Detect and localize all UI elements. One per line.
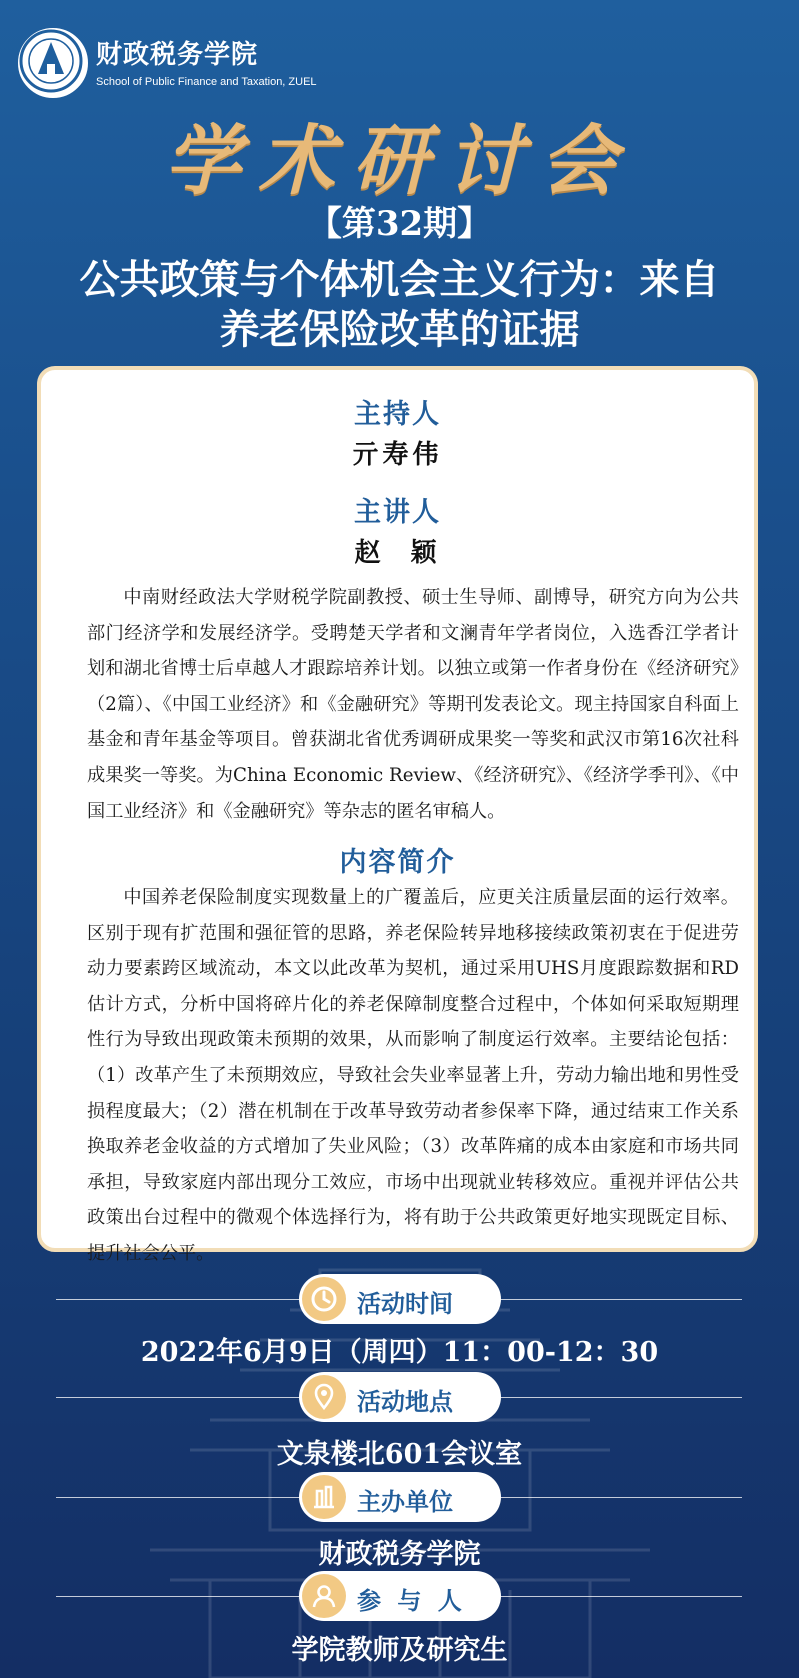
organizer-pill <box>299 1472 501 1522</box>
participants-value: 学院教师及研究生 <box>291 1635 508 1666</box>
issue-number: 【第32期】 <box>307 204 492 244</box>
place-label: 活动地点 <box>357 1387 453 1416</box>
participants-label: 参 与 人 <box>357 1586 466 1615</box>
participants-pill <box>299 1571 501 1621</box>
organizer-label: 主办单位 <box>357 1487 453 1516</box>
event-title: 学术研讨会 <box>164 116 635 205</box>
host-name: 亓寿伟 <box>352 440 443 470</box>
place-pill <box>299 1372 501 1422</box>
organizer-value: 财政税务学院 <box>318 1539 481 1570</box>
lecture-topic-line-1: 公共政策与个体机会主义行为：来自 <box>79 256 720 303</box>
place-value: 文泉楼北601会议室 <box>276 1439 523 1470</box>
time-label: 活动时间 <box>357 1289 453 1318</box>
school-name-en: School of Public Finance and Taxation, ZUEL <box>96 76 317 88</box>
lecture-topic <box>30 255 769 355</box>
school-name-cn: 财政税务学院 <box>96 40 259 70</box>
clock-icon <box>302 1277 346 1321</box>
content-card <box>37 366 758 1264</box>
lecture-topic-line-2: 养老保险改革的证据 <box>219 306 580 353</box>
building-icon <box>302 1475 346 1519</box>
school-logo <box>18 28 88 98</box>
person-icon <box>302 1574 346 1618</box>
abstract-heading: 内容简介 <box>339 847 456 878</box>
abstract-text: 中国养老保险制度实现数量上的广覆盖后，应更关注质量层面的运行效率。区别于现有扩范围和强征管的思路，养老保险转异地移接续政策初衷在于促进劳动力要素跨区域流动，本文以此改革为契机，通过采用UHS月度跟踪数据和RD估计方式，分析中国将碎片化的养老保障制度整合过程中，个体如何采取短期理性行为导致出现政策未预期的效果，从而影响了制度运行效率。主要结论包括：（1）改革产生了未预期效应，导致社会失业率显著上升，劳动力输出地和男性受损程度最大；（2）潜在机制在于改革导致劳动者参保率下降，通过结束工作关系换取养老金收益的方式增加了失业风险；（3）改革阵痛的成本由家庭和市场共同承担，导致家庭内部出现分工效应，市场中出现就业转移效应。重视并评估公共政策出台过程中的微观个体选择行为，将有助于公共政策更好地实现既定目标、提升社会公平。 <box>87 887 739 1264</box>
time-value: 2022年6月9日（周四）11：00-12：30 <box>140 1337 659 1368</box>
host-heading: 主持人 <box>354 399 441 430</box>
location-pin-icon <box>302 1375 346 1419</box>
speaker-bio: 中南财经政法大学财税学院副教授、硕士生导师、副博导，研究方向为公共部门经济学和发展经济学。受聘楚天学者和文澜青年学者岗位，入选香江学者计划和湖北省博士后卓越人才跟踪培养计划。以独立或第一作者身份在《经济研究》（2篇）、《中国工业经济》和《金融研究》等期刊发表论文。现主持国家自科面上基金和青年基金等项目。曾获湖北省优秀调研成果奖一等奖和武汉市第16次社科成果奖一等奖。为China Economic Review、《经济研究》、《经济学季刊》、《中国工业经济》和《金融研究》等杂志的匿名审稿人。 <box>87 587 739 822</box>
time-pill <box>299 1274 501 1324</box>
speaker-heading: 主讲人 <box>354 497 441 528</box>
speaker-name: 赵 颖 <box>354 538 441 568</box>
